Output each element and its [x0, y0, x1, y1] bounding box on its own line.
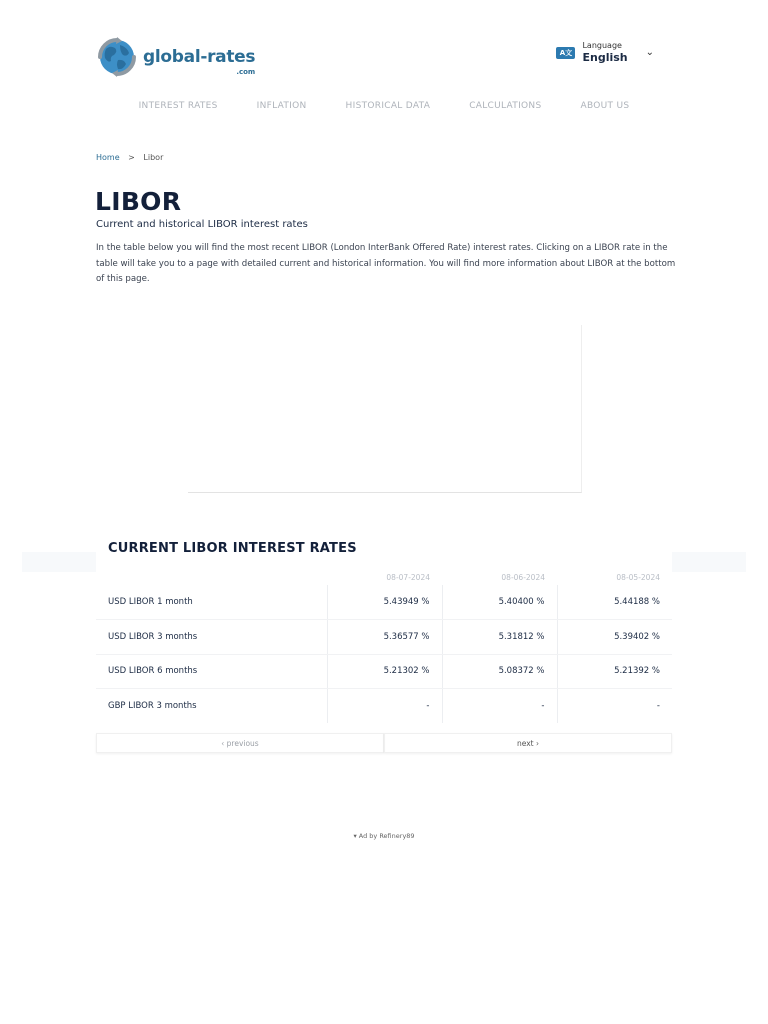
brand-suffix: .com [236, 67, 256, 76]
nav-interest-rates[interactable]: INTEREST RATES [138, 101, 218, 111]
rate-value[interactable]: - [557, 689, 672, 724]
rate-value[interactable]: 5.36577 % [327, 620, 442, 655]
column-header-label [96, 569, 327, 585]
language-selector[interactable] [556, 42, 654, 63]
rate-value[interactable]: 5.31812 % [442, 620, 557, 655]
language-value: English [582, 51, 628, 64]
rate-value[interactable]: 5.44188 % [557, 585, 672, 620]
breadcrumb-separator: > [128, 153, 135, 162]
intro-paragraph: In the table below you will find the most recent LIBOR (London InterBank Offered Rate) interest rates. Clicking on a LIBOR rate in the table will take you to a page with detailed current and historical information. You will find more information about LIBOR at the bottom of this page. [96, 243, 676, 285]
next-button[interactable]: next › [384, 733, 672, 753]
table-title: CURRENT LIBOR INTEREST RATES [108, 541, 357, 556]
rate-value[interactable]: 5.39402 % [557, 620, 672, 655]
brand-wordmark [143, 46, 256, 76]
rate-value[interactable]: 5.43949 % [327, 585, 442, 620]
breadcrumb-home[interactable]: Home [96, 153, 120, 162]
rate-name[interactable]: USD LIBOR 6 months [96, 654, 327, 689]
background-band-left [22, 552, 96, 572]
page-subtitle: Current and historical LIBOR interest rates [96, 219, 308, 230]
rates-table [96, 569, 672, 723]
rate-value[interactable]: - [442, 689, 557, 724]
rate-value[interactable]: 5.21302 % [327, 654, 442, 689]
nav-inflation[interactable]: INFLATION [256, 101, 307, 111]
rate-value[interactable]: 5.08372 % [442, 654, 557, 689]
column-header-date: 08-05-2024 [616, 572, 660, 582]
nav-calculations[interactable]: CALCULATIONS [469, 101, 542, 111]
site-logo[interactable] [96, 36, 255, 78]
column-header-date: 08-06-2024 [501, 572, 545, 582]
chevron-down-icon: ⌄ [645, 47, 654, 58]
table-header-row [96, 569, 672, 585]
rate-value[interactable]: - [327, 689, 442, 724]
previous-button[interactable]: ‹ previous [96, 733, 384, 753]
table-row[interactable] [96, 585, 672, 620]
rate-name[interactable]: USD LIBOR 3 months [96, 620, 327, 655]
rate-name[interactable]: GBP LIBOR 3 months [108, 701, 197, 711]
nav-about-us[interactable]: ABOUT US [580, 101, 630, 111]
breadcrumb [96, 153, 163, 162]
rate-value[interactable]: 5.40400 % [442, 585, 557, 620]
ad-placeholder [188, 325, 582, 493]
nav-historical-data[interactable]: HISTORICAL DATA [345, 101, 431, 111]
globe-logo-icon [96, 36, 138, 78]
table-row[interactable] [96, 689, 672, 724]
table-row[interactable] [96, 620, 672, 655]
rate-name[interactable]: USD LIBOR 1 month [96, 585, 327, 620]
table-pager [96, 733, 672, 753]
background-band-right [672, 552, 746, 572]
language-icon: A文 [556, 47, 575, 59]
main-nav [0, 101, 768, 111]
breadcrumb-current: Libor [143, 153, 164, 162]
page-title: LIBOR [95, 187, 182, 216]
ad-credit[interactable]: ▾ Ad by Refinery89 [353, 832, 415, 840]
column-header-date: 08-07-2024 [386, 572, 430, 582]
table-row[interactable] [96, 654, 672, 689]
rate-value[interactable]: 5.21392 % [557, 654, 672, 689]
site-header [96, 36, 672, 78]
brand-name: global-rates [143, 46, 256, 67]
language-label: Language [582, 41, 622, 50]
